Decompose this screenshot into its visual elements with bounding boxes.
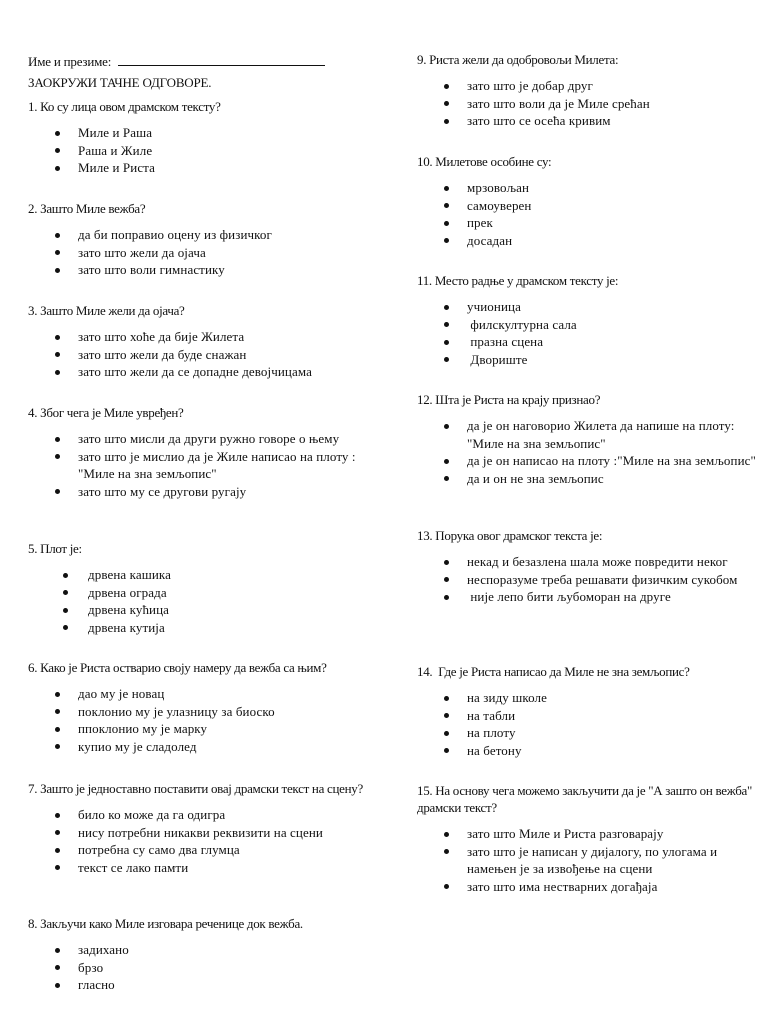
question-6 (28, 659, 368, 755)
bullet-icon (444, 459, 449, 464)
option-item[interactable]: поклонио му је улазницу за биоско (28, 703, 368, 721)
option-item[interactable]: зато што се осећа кривим (417, 112, 757, 130)
option-item[interactable]: самоуверен (417, 197, 757, 215)
bullet-icon (444, 84, 449, 89)
bullet-icon (55, 948, 60, 953)
question-11 (417, 272, 757, 368)
option-item[interactable]: дао му је новац (28, 685, 368, 703)
question-8 (28, 915, 368, 994)
bullet-icon (55, 692, 60, 697)
question-text: 15. На основу чега можемо закључити да је "А зашто он вежба" драмски текст? (417, 783, 753, 815)
bullet-icon (55, 437, 60, 442)
option-item[interactable]: празна сцена (417, 333, 757, 351)
question-text: 14. Где је Риста написао да Миле не зна земљопис? (417, 664, 690, 679)
question-12 (417, 391, 757, 487)
options-list (28, 941, 368, 994)
question-text: 12. Шта је Риста на крају признао? (417, 392, 601, 407)
options-list (417, 825, 757, 895)
options-list (417, 553, 757, 606)
option-item[interactable]: зато што жели да буде снажан (28, 346, 368, 364)
option-item[interactable]: дрвена ограда (28, 584, 368, 602)
option-item[interactable]: филскултурна сала (417, 316, 757, 334)
options-list (28, 430, 368, 500)
options-list (28, 685, 368, 755)
question-13 (417, 527, 757, 606)
question-14 (417, 663, 757, 759)
options-list (417, 179, 757, 249)
bullet-icon (444, 203, 449, 208)
options-list (417, 417, 757, 487)
options-list (417, 298, 757, 368)
question-2 (28, 200, 368, 279)
option-item[interactable]: мрзовољан (417, 179, 757, 197)
option-item[interactable]: зато што хоће да бије Жилета (28, 328, 368, 346)
option-item[interactable]: зато што мисли да други ружно говоре о њему (28, 430, 368, 448)
bullet-icon (55, 813, 60, 818)
question-text: 13. Порука овог драмског текста је: (417, 528, 603, 543)
name-field (28, 53, 325, 70)
options-list (28, 566, 368, 636)
option-item[interactable]: нису потребни никакви реквизити на сцени (28, 824, 368, 842)
question-text: 1. Ко су лица овом драмском тексту? (28, 99, 221, 114)
bullet-icon (55, 250, 60, 255)
option-item[interactable]: на бетону (417, 742, 757, 760)
bullet-icon (444, 560, 449, 565)
question-text: 5. Плот је: (28, 541, 82, 556)
bullet-icon (444, 340, 449, 345)
question-text: 4. Због чега је Миле увређен? (28, 405, 184, 420)
options-list (417, 77, 757, 130)
options-list (28, 806, 368, 876)
bullet-icon (444, 119, 449, 124)
name-label: Име и презиме: (28, 54, 115, 69)
question-text: 11. Место радње у драмском тексту је: (417, 273, 619, 288)
question-text: 10. Милетове особине су: (417, 154, 552, 169)
bullet-icon (55, 166, 60, 171)
option-item[interactable]: зато што је добар друг (417, 77, 757, 95)
option-item[interactable]: гласно (28, 976, 368, 994)
question-text: 9. Риста жели да одобровољи Милета: (417, 52, 619, 67)
option-item[interactable]: на табли (417, 707, 757, 725)
option-item[interactable]: да је он наговорио Жилета да напише на плоту: "Миле на зна земљопис" (417, 417, 757, 452)
options-list (417, 689, 757, 759)
option-item[interactable]: неспоразуме треба решавати физичким сукобом (417, 571, 757, 589)
bullet-icon (55, 370, 60, 375)
bullet-icon (55, 727, 60, 732)
option-item[interactable]: зато што жели да ојача (28, 244, 368, 262)
question-15 (417, 782, 757, 895)
option-item[interactable]: није лепо бити љубоморан на друге (417, 588, 757, 606)
bullet-icon (63, 608, 68, 613)
bullet-icon (444, 221, 449, 226)
bullet-icon (55, 489, 60, 494)
name-blank-line[interactable] (118, 53, 325, 66)
bullet-icon (55, 709, 60, 714)
question-text: 2. Зашто Миле вежба? (28, 201, 146, 216)
bullet-icon (63, 573, 68, 578)
bullet-icon (55, 131, 60, 136)
bullet-icon (444, 101, 449, 106)
option-item[interactable]: Раша и Жиле (28, 142, 368, 160)
bullet-icon (55, 830, 60, 835)
bullet-icon (444, 595, 449, 600)
question-1 (28, 98, 368, 177)
question-text: 6. Како је Риста остварио своју намеру да вежба са њим? (28, 660, 327, 675)
option-item[interactable]: брзо (28, 959, 368, 977)
option-item[interactable]: некад и безазлена шала може повредити неког (417, 553, 757, 571)
option-item[interactable]: зато што воли да је Миле срећан (417, 95, 757, 113)
bullet-icon (444, 577, 449, 582)
bullet-icon (55, 268, 60, 273)
question-3 (28, 302, 368, 381)
instruction: ЗАОКРУЖИ ТАЧНЕ ОДГОВОРЕ. (28, 75, 212, 90)
option-item[interactable]: текст се лако памти (28, 859, 368, 877)
question-7 (28, 780, 368, 876)
option-item[interactable]: зато што је мислио да је Жиле написао на плоту : "Миле на зна земљопис" (28, 448, 368, 483)
option-item[interactable]: зато што Миле и Риста разговарају (417, 825, 757, 843)
bullet-icon (55, 233, 60, 238)
option-item[interactable]: задихано (28, 941, 368, 959)
option-item[interactable]: дрвена кутија (28, 619, 368, 637)
question-9 (417, 51, 757, 130)
bullet-icon (55, 148, 60, 153)
bullet-icon (55, 454, 60, 459)
option-item[interactable]: досадан (417, 232, 757, 250)
bullet-icon (444, 476, 449, 481)
bullet-icon (63, 625, 68, 630)
option-item[interactable]: дрвена кашика (28, 566, 368, 584)
option-item[interactable]: на зиду школе (417, 689, 757, 707)
bullet-icon (444, 731, 449, 736)
question-5 (28, 540, 368, 636)
bullet-icon (55, 744, 60, 749)
option-item[interactable]: Двориште (417, 351, 757, 369)
bullet-icon (55, 965, 60, 970)
option-item[interactable]: зато што му се другови ругају (28, 483, 368, 501)
option-item[interactable]: да би поправио оцену из физичког (28, 226, 368, 244)
option-item[interactable]: на плоту (417, 724, 757, 742)
option-item[interactable]: зато што воли гимнастику (28, 261, 368, 279)
bullet-icon (55, 865, 60, 870)
option-item[interactable]: зато што има нестварних догађаја (417, 878, 757, 896)
option-item[interactable]: да је он написао на плоту :"Миле на зна земљопис" (417, 452, 757, 470)
bullet-icon (444, 357, 449, 362)
bullet-icon (444, 832, 449, 837)
bullet-icon (55, 335, 60, 340)
option-item[interactable]: прек (417, 214, 757, 232)
question-text: 3. Зашто Миле жели да ојача? (28, 303, 185, 318)
bullet-icon (444, 748, 449, 753)
bullet-icon (444, 186, 449, 191)
bullet-icon (63, 590, 68, 595)
option-item[interactable]: зато што је написан у дијалогу, по улогама и намењен је за извођење на сцени (417, 843, 757, 878)
option-item[interactable]: Миле и Раша (28, 124, 368, 142)
bullet-icon (55, 848, 60, 853)
option-item[interactable]: потребна су само два глумца (28, 841, 368, 859)
option-item[interactable]: Миле и Риста (28, 159, 368, 177)
options-list (28, 328, 368, 381)
bullet-icon (444, 322, 449, 327)
bullet-icon (55, 983, 60, 988)
bullet-icon (444, 884, 449, 889)
option-item[interactable]: учионица (417, 298, 757, 316)
bullet-icon (444, 849, 449, 854)
option-item[interactable]: зато што жели да се допадне девојчицама (28, 363, 368, 381)
bullet-icon (444, 696, 449, 701)
bullet-icon (444, 305, 449, 310)
bullet-icon (444, 424, 449, 429)
option-item[interactable]: било ко може да га одигра (28, 806, 368, 824)
question-text: 8. Закључи како Миле изговара реченице док вежба. (28, 916, 303, 931)
question-10 (417, 153, 757, 249)
option-item[interactable]: ппоклонио му је марку (28, 720, 368, 738)
bullet-icon (444, 713, 449, 718)
option-item[interactable]: да и он не зна земљопис (417, 470, 757, 488)
options-list (28, 226, 368, 279)
bullet-icon (444, 238, 449, 243)
question-4 (28, 404, 368, 500)
bullet-icon (55, 352, 60, 357)
option-item[interactable]: дрвена кућица (28, 601, 368, 619)
question-text: 7. Зашто је једноставно поставити овај драмски текст на сцену? (28, 781, 363, 796)
options-list (28, 124, 368, 177)
option-item[interactable]: купио му је сладолед (28, 738, 368, 756)
